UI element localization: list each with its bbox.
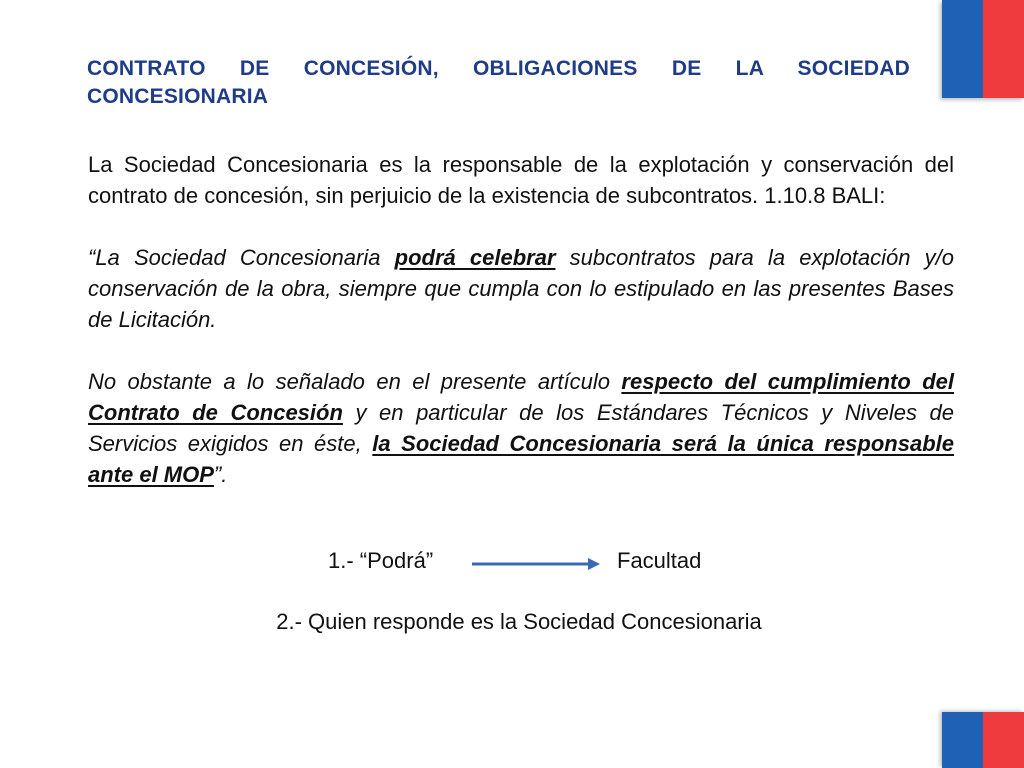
quote-emphasis: la Sociedad Concesionaria será la única responsable ante el MOP xyxy=(88,431,954,487)
quote-paragraph-2 xyxy=(88,366,954,490)
quote-text: subcontratos para la explotación y/o conservación de la obra, siempre que cumpla con lo estipulado en las presentes Bases de Licitación. xyxy=(88,245,955,332)
intro-paragraph: La Sociedad Concesionaria es la responsable de la explotación y conservación del contrato de concesión, sin perjuicio de la existencia de subcontratos. 1.10.8 BALI: xyxy=(88,152,954,208)
point-2: 2.- Quien responde es la Sociedad Concesionaria xyxy=(276,609,762,634)
flag-blue-stripe xyxy=(942,712,983,768)
quote-text: No obstante a lo señalado en el presente artículo xyxy=(88,369,622,394)
flag-decoration-bottom xyxy=(942,712,1024,768)
flag-red-stripe xyxy=(983,0,1024,98)
flag-decoration-top xyxy=(942,0,1024,98)
quote-text: ”. xyxy=(213,462,228,487)
right-arrow-icon xyxy=(470,556,602,572)
quote-emphasis: respecto del cumplimiento del Contrato de Concesión xyxy=(88,369,954,425)
quote-text: y en particular de los Estándares Técnicos y Niveles de Servicios exigidos en éste, xyxy=(88,400,954,456)
point-1-label: 1.- “Podrá” xyxy=(328,548,434,573)
slide-title: CONTRATO DE CONCESIÓN, OBLIGACIONES DE LA SOCIEDAD CONCESIONARIA xyxy=(87,57,910,108)
quote-emphasis: podrá celebrar xyxy=(394,245,556,270)
point-1-result: Facultad xyxy=(617,548,702,573)
quote-paragraph-1 xyxy=(88,242,954,335)
flag-red-stripe xyxy=(983,712,1024,768)
slide-body xyxy=(88,149,954,521)
flag-blue-stripe xyxy=(942,0,983,98)
point-1 xyxy=(0,548,1024,580)
quote-text: “La Sociedad Concesionaria xyxy=(88,245,395,270)
